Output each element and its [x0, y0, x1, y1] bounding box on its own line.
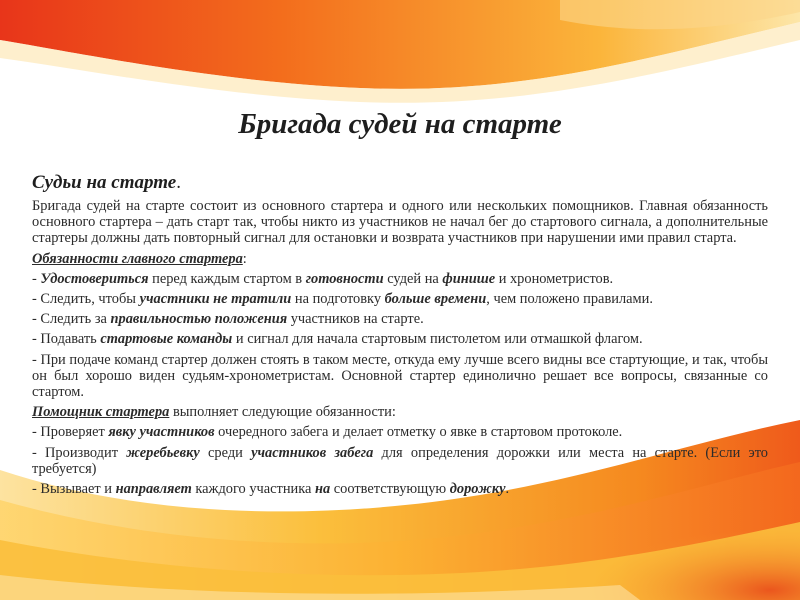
text: перед каждым стартом в: [148, 270, 306, 287]
text: для определения дорожки или места на старте. (Если это требуется): [32, 444, 768, 477]
text: - Следить, чтобы: [32, 291, 140, 308]
text: очередного забега и делает отметку о явке в стартовом протоколе.: [214, 424, 623, 441]
duty-item-3: [32, 311, 768, 327]
emphasis: направляет: [115, 481, 192, 498]
emphasis: участники не тратили: [139, 291, 292, 308]
text: выполняет следующие обязанности:: [169, 404, 396, 421]
text: участников на старте.: [287, 311, 424, 328]
text: - Проверяет: [32, 424, 109, 441]
emphasis: участников забега: [251, 444, 374, 461]
text: на подготовку: [291, 291, 385, 308]
text: , чем положено правилами.: [486, 291, 653, 308]
emphasis: финише: [442, 270, 496, 287]
subtitle-text: Судьи на старте: [32, 172, 177, 193]
emphasis: правильностью положения: [110, 311, 288, 328]
text: судей на: [383, 270, 443, 287]
text: и сигнал для начала стартовым пистолетом или отмашкой флагом.: [232, 331, 643, 348]
slide-body: [32, 198, 768, 501]
emphasis: на: [315, 481, 331, 498]
emphasis: Удостовериться: [40, 270, 149, 287]
text: и хронометристов.: [495, 270, 614, 287]
assistant-heading: Помощник стартера: [32, 404, 170, 421]
main-duties-heading: Обязанности главного стартера: [32, 250, 243, 267]
assistant-item-3: [32, 481, 768, 497]
duty-item-5: - При подаче команд стартер должен стоять в таком месте, откуда ему лучше всего видны все стартующие, и так, чтобы он был хорошо виден судьям-хронометристам. Основной стартер единолично решает все вопросы, связанные со стартом.: [32, 351, 768, 401]
text: каждого участника: [191, 481, 315, 498]
text: среди: [199, 444, 252, 461]
text: соответствующую: [330, 481, 450, 498]
text: - Следить за: [32, 311, 111, 328]
text: -: [32, 270, 41, 287]
text: - Вызывает и: [32, 481, 116, 498]
slide-title: Бригада судей на старте: [238, 108, 562, 140]
duty-item-2: [32, 291, 768, 307]
assistant-heading-line: [32, 404, 768, 420]
assistant-item-1: [32, 424, 768, 440]
main-duties-heading-line: [32, 251, 768, 267]
subtitle-period: .: [176, 172, 181, 193]
emphasis: готовности: [305, 270, 384, 287]
emphasis: жеребьевку: [126, 444, 200, 461]
emphasis: явку участников: [108, 424, 215, 441]
duty-item-4: [32, 331, 768, 347]
assistant-item-2: [32, 445, 768, 477]
text: - Производит: [32, 444, 127, 461]
emphasis: стартовые команды: [100, 331, 233, 348]
duty-item-1: [32, 271, 768, 287]
text: .: [505, 481, 510, 498]
section-subtitle: [32, 172, 181, 194]
text: - Подавать: [32, 331, 101, 348]
intro-paragraph: Бригада судей на старте состоит из основного стартера и одного или нескольких помощников. Главная обязанность основного стартера – дать старт так, чтобы никто из участников не начал бег до стартового сигнала, а дополнительные стартеры должны дать повторный сигнал для остановки и возврата участников при нарушении ими правил старта.: [32, 198, 768, 247]
emphasis: больше времени: [384, 291, 487, 308]
heading-colon: :: [242, 250, 247, 267]
emphasis: дорожку: [449, 481, 506, 498]
